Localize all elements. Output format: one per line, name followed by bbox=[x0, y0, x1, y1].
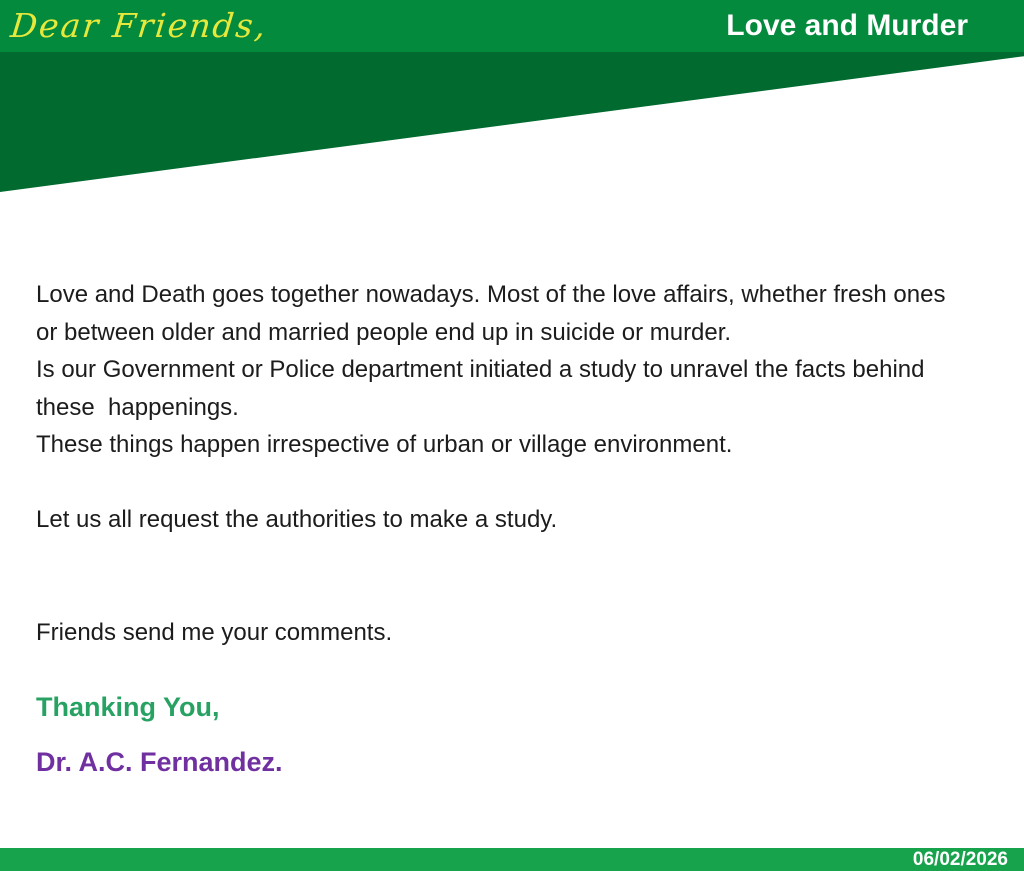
body-line: Friends send me your comments. bbox=[36, 618, 393, 646]
closing-signature: Dr. A.C. Fernandez. bbox=[36, 747, 283, 777]
footer-bar bbox=[0, 848, 1024, 871]
body-line: Let us all request the authorities to make a study. bbox=[36, 506, 558, 533]
body-line: these happenings. bbox=[36, 393, 239, 421]
footer-date: 06/02/2026 bbox=[912, 849, 1008, 870]
page-title: Love and Murder bbox=[726, 9, 968, 42]
body-line: Is our Government or Police department initiated a study to unravel the facts behind bbox=[36, 356, 925, 383]
body-line: These things happen irrespective of urban or village environment. bbox=[36, 431, 733, 458]
body-line: Love and Death goes together nowadays. Most of the love affairs, whether fresh ones bbox=[36, 281, 946, 308]
closing-thanks: Thanking You, bbox=[36, 692, 220, 722]
letter-body bbox=[36, 276, 1014, 651]
body-line: or between older and married people end up in suicide or murder. bbox=[36, 318, 732, 346]
greeting-text: Dear Friends, bbox=[8, 6, 270, 45]
decorative-wedge bbox=[0, 52, 1024, 192]
header-bar bbox=[0, 0, 1024, 52]
